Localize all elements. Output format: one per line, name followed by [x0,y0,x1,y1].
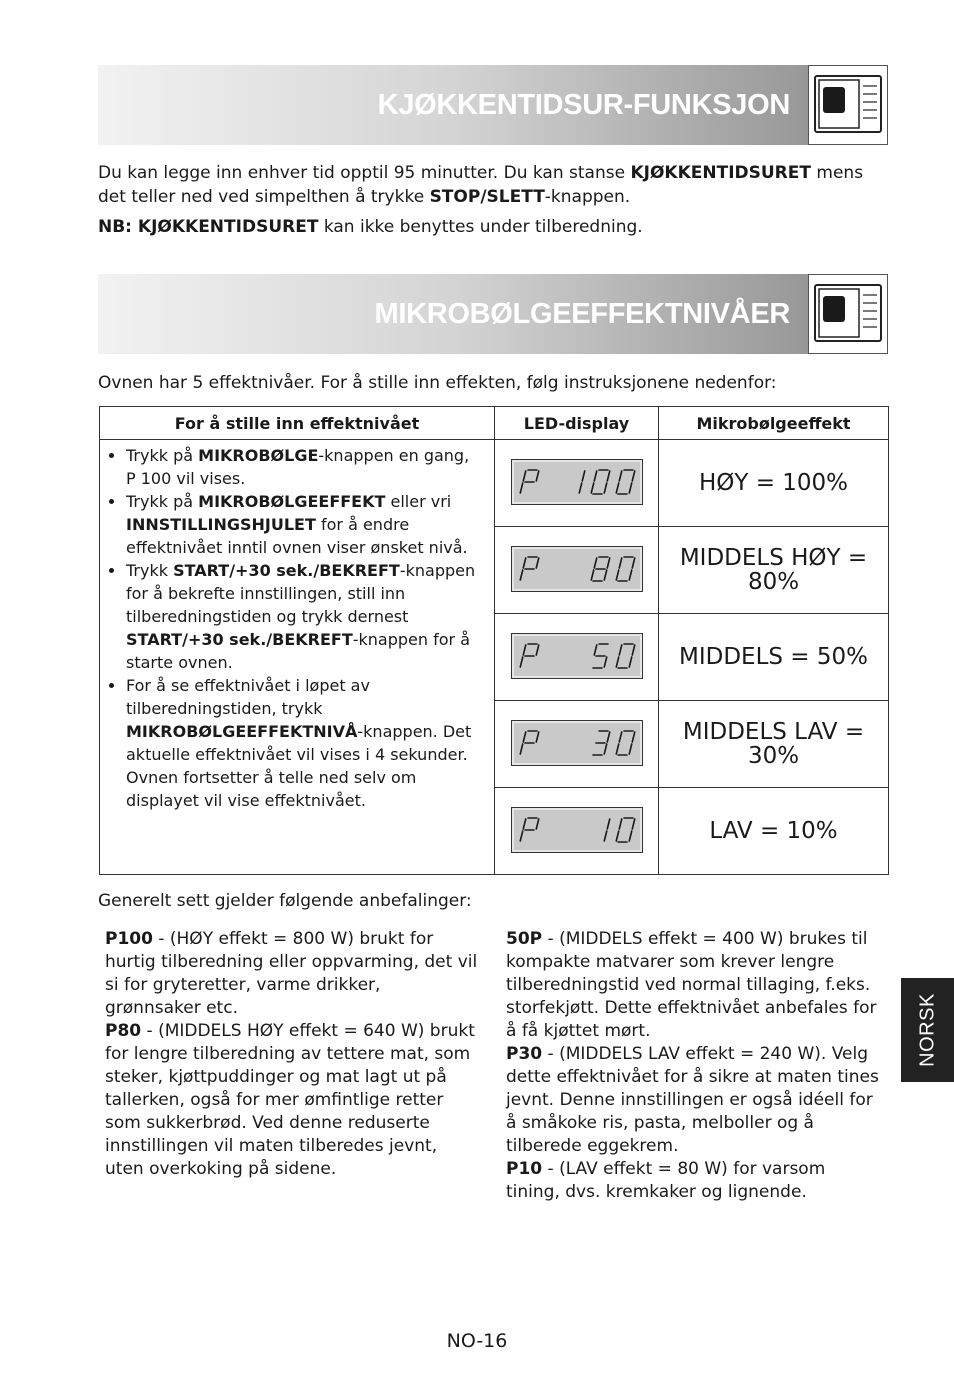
led-segment [632,645,635,655]
led-segment [523,732,526,742]
timer-note: NB: KJØKKENTIDSURET kan ikke benyttes under tilberedning. [98,217,643,237]
led-segment [536,732,539,742]
led-segment [604,483,607,493]
instructions-cell [100,440,495,875]
column-header: For å stille inn effektnivået [100,407,495,440]
led-segment [629,657,632,667]
recommendations-intro: Generelt sett gjelder følgende anbefalinger: [98,891,472,911]
instruction-step: • Trykk START/+30 sek./BEKREFT-knappen for å bekrefte innstillingen, still inn tilberedningstiden og trykk dernest START/+30 sek./BEKREFT-knappen for å starte ovnen. [126,559,480,674]
led-segment [523,471,526,481]
recommendations-right-column [506,928,882,1204]
recommendation-p10: P10 - (LAV effekt = 80 W) for varsom tining, dvs. kremkaker og lignende. [506,1159,826,1202]
led-segment [520,657,523,667]
led-display [511,546,643,592]
led-segment [604,570,607,580]
instruction-step: • Trykk på MIKROBØLGE-knappen en gang, P 100 vil vises. [126,444,480,490]
led-segment [520,483,523,493]
led-segment [591,483,594,493]
led-segment [579,483,582,493]
effect-level: HØY = 100% [659,440,889,527]
led-segment [616,570,619,580]
effect-level: MIDDELS = 50% [659,614,889,701]
instruction-step: • Trykk på MIKROBØLGEEFFEKT eller vri INNSTILLINGSHJULET for å endre effektnivået inntil ovnen viser ønsket nivå. [126,490,480,559]
led-segment [536,558,539,568]
led-segment [594,645,597,655]
timer-description: Du kan legge inn enhver tid opptil 95 minutter. Du kan stanse KJØKKENTIDSURET mens det teller ned ved simpelthen å trykke STOP/SLETT-knappen. [98,163,864,207]
led-segment [520,831,523,841]
power-level-table [99,406,889,875]
led-segment [594,471,597,481]
led-display-cell [495,614,659,701]
led-segment [629,483,632,493]
microwave-icon [808,65,888,145]
section-banner-timer [98,65,888,145]
recommendation-p100: P100 - (HØY effekt = 800 W) brukt for hurtig tilberedning eller oppvarming, det vil si for gryteretter, varme drikker, grønnsaker etc. [105,929,478,1018]
led-segment [629,570,632,580]
led-segment [607,819,610,829]
led-segment [604,744,607,754]
effect-level: MIDDELS HØY = 80% [659,527,889,614]
section-banner-power [98,274,888,354]
led-segment [523,558,526,568]
led-segment [632,819,635,829]
led-segment [629,831,632,841]
led-segment [607,471,610,481]
led-segment [632,558,635,568]
led-segment [591,570,594,580]
led-segment [619,558,622,568]
led-segment [632,471,635,481]
led-display-cell [495,527,659,614]
led-segment [520,744,523,754]
section-title: KJØKKENTIDSUR-FUNKSJON [377,89,790,121]
led-segment [607,558,610,568]
power-intro: Ovnen har 5 effektnivåer. For å stille inn effekten, følg instruksjonene nedenfor: [98,373,777,393]
led-segment [594,558,597,568]
led-segment [619,819,622,829]
led-segment [632,732,635,742]
led-segment [616,831,619,841]
led-segment [619,645,622,655]
recommendation-p50: 50P - (MIDDELS effekt = 400 W) brukes til kompakte matvarer som krever lengre tilberedningstid ved normal tillaging, f.eks. storfekjøtt. Dette effektnivået anbefales for å få kjøttet mørt. [506,929,877,1041]
led-segment [629,744,632,754]
effect-level: MIDDELS LAV = 30% [659,701,889,788]
column-header: Mikrobølgeeffekt [659,407,889,440]
section-title: MIKROBØLGEEFFEKTNIVÅER [374,298,790,330]
recommendations-left-column [105,928,481,1181]
led-segment [582,471,585,481]
microwave-icon [808,274,888,354]
instruction-step: • For å se effektnivået i løpet av tilberedningstiden, trykk MIKROBØLGEEFFEKTNIVÅ-knappen. Det aktuelle effektnivået vil vises i 4 sekunder. Ovnen fortsetter å telle ned selv om displayet vil vise effektnivået. [126,674,480,812]
led-segment [536,645,539,655]
recommendation-p30: P30 - (MIDDELS LAV effekt = 240 W). Velg dette effektnivået for å sikre at maten tines jevnt. Denne innstillingen er også idéell for å småkoke ris, pasta, melboller og å tilberede eggekrem. [506,1044,879,1156]
led-display-cell [495,440,659,527]
led-display [511,459,643,505]
effect-level: LAV = 10% [659,788,889,875]
led-segment [616,657,619,667]
column-header: LED-display [495,407,659,440]
led-display-cell [495,701,659,788]
led-segment [604,831,607,841]
led-segment [616,483,619,493]
recommendation-p80: P80 - (MIDDELS HØY effekt = 640 W) brukt for lengre tilberedning av tettere mat, som steker, kjøttpuddinger og mat lagt ut på tallerken, også for mer ømfintlige retter som sukkerbrød. Ved denne reduserte innstillingen vil maten tilberedes jevnt, uten overkoking på sidene. [105,1021,475,1179]
led-segment [523,819,526,829]
led-segment [523,645,526,655]
led-segment [616,744,619,754]
led-segment [536,819,539,829]
led-segment [604,657,607,667]
led-display [511,633,643,679]
led-display [511,720,643,766]
led-display-cell [495,788,659,875]
led-display [511,807,643,853]
led-segment [520,570,523,580]
led-segment [619,471,622,481]
language-tab: NORSK [901,978,954,1082]
page-number: NO-16 [446,1330,508,1352]
led-segment [607,732,610,742]
led-segment [536,471,539,481]
led-segment [619,732,622,742]
